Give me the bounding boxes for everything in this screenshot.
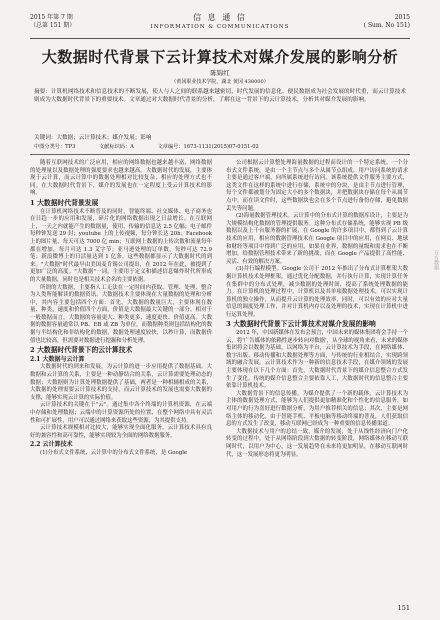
paragraph: 公司根据云计算整处理海量数据的过程而设计的一个特定系统。一个分布式文件系统，是由一个主节点与多个从属节点组成。用户访问系统的请求主要是通过客户端，向所属系统进行访问。该系统提供文件服务主要方式，这类文件在这样的系统中进行存储，系统中的分块，是由主节点进行管理，每个文件都被划分为固定大小的多个数据块，并把数据块存储在每个从属节点中，而在读文件时，这些数据块也会在多个节点进行备份存储，避免数据丢失等问题。 <box>226 160 408 212</box>
paragraph: (2)海量数据管理技术。云计算中的分布式计算的数据库设计，主要是为大规模结构化数据的管理提供服务。这种分布式存储系统，能够实现 PB 级数据以及上千台服务器的扩展，在 Google 的许多项目中，都得到了云计算技术的应用，相应的数据管理技术在 Google 项目中的应用，在网页、地球和财经等项目中得到广泛的应用，如果在业界，数据的量级和需求也在不断增加，给数据管理技术带来了新的挑战，而在 Google 产品提供了高性能、灵活、有效的解决方案。 <box>226 213 408 265</box>
paragraph: 在计算机网络技术不断普及的同时，智能终端、社交媒体、电子商务也在日趋一步的应用和发展，碎片化的网络数据出现之日益增长。在互联网上，一天之内就能产生的数据量，使用、传输的信息达 2.5 亿幅；电子邮件每秒钟发送 29 封；youtube 上的上传视频，每分钟长达 20h；Facebook 上的图片量，每天可达 7000 亿 min；互联网上数据的上传次数和流量每年都在增加，每月可达 1.3 艾字节；亚马逊处理的订单数，每秒可达 72.9 笔；新浪微博上的日活量达到 1 亿条。这些数据都显示了大数据时代的到来。"大数据"时代最早由美国麦肯锡公司提出，在 2012 年在此，被提到了更加广泛的高度。"大数据"一词，主要用于定义和描述信息爆炸时代所形成的大量数据，同时也是相关技术会名的主要依据。 <box>30 208 212 283</box>
paragraph: 随着互联网技术的广泛应用，相应的网络数据也越来越丰富，网络数据的处理量以及数据处理的强度要求也越来越高。大数据时代的发展，主要体现于云计算，而云计算中的数据处理相对比较复杂，相应的处理方式也不同。在大数据时代背景下，媒介的发展也在一定程度上受云计算技术的影响。 <box>30 160 212 197</box>
header-right <box>364 14 410 30</box>
serial-label: ( Sum. No 151) <box>363 22 410 29</box>
section-heading: 3 大数据时代背景下云计算技术对媒介发展的影响 <box>226 320 376 329</box>
section-heading: 1 大数据时代背景发展 <box>30 198 99 207</box>
abstract: 摘要：计算机网络技术和信息技术的不断发展，使人与人之间的联系越来越密切，时代发展的信息化、便民数据成为社会发展的时代重，而云计算技术则成为大数据时代背景下的重要技术。文章通过对大数据时代背景的分析，了解在这一背景下的云计算技术，分析其对媒介发展的影响。 <box>34 89 406 103</box>
watermark: 万方数据 <box>433 250 439 270</box>
paragraph: 大数据时代的到来和发展，为云计算的进一步应用提供了数据基础。大数据和云计算的关系，主要是一种动静结合的关系，云计算需要处理动态的数据；大数据则为计算处理数据提供了基础，两者是一种相辅相成的关系，大数据的处理需要云计算技术的支持，而云计算技术的发展也需要大数据的支撑，能够实现云计算的实际价值。 <box>30 364 212 401</box>
doc-code: 文献标识码：A <box>99 144 134 150</box>
paragraph: 所谓的大数据，主要指人工无法在一定时间内获取、管理、处理、整合为人类所能解读的数据资讯。大数据技术主要体现在大量数据的处理和分析中，其内容主要包括四个方面：首先，大数据的数量巨大，主要体现在数量、种类，速度和价值四个方面，价值是大数据最大关键的一部分。相对于一般数据而言，大数据的容量更大、种类更多、速度更快、价值更高。大数据的数据容量通常以 PB、EB 或 ZB 为单位，而数据种类则包括结构化的数据与半结构化和非结构化的数据，数据处理速度较快，以秒计算，而数据价值也比较高，但需要对数据进行挖掘和分析处理。 <box>30 284 212 344</box>
paragraph: 2012 年，中国新媒体在发布会预言，中国未来的媒体集团将会手持一个云，将'广告媒体的依赖性逐步转向对数据'，从全球的视角来看，未来的媒体集团将会以数据为基础，以网络为平台，云计算技术为手段，在网络媒体、数字出版、移动传播和大数据处理等方面，与传统的行业相结合，实现跨领域的融合发展。云计算技术作为一种新的信息技术手段，在媒介领域的发展主要体现在以下几个方面：首先，大数据时代背景下的媒介信息整合方式发生了变化，传统的媒介信息整合主要依靠人工，大数据时代的信息整合主要依靠计算机技术。 <box>226 330 408 390</box>
page-header <box>30 12 410 39</box>
divider <box>30 154 410 155</box>
paragraph: 云计算技术规模相对比较大，能够实现全面化服务，云计算技术具有良好的兼容性和高可靠性，能够实现较为全面的网络数据服务。 <box>30 425 212 439</box>
paragraph: (3)并行编程模型。Google 公司于 2012 年推出了分布式计算框架大数据计算机技术处理框架，通过优化分配数据，并行执行计算，实现计算任务在集群中的分布式处理，减少数据的处理时间，提高了系统处理数据的能力。在计算机的处理过程中，计算机以及其单项数据处理技术，可以实现计算机的独立操作，从而提升云计算的处理效率，同时，可以有效的应对大量信息的调度处理工作，并对计算机内存以及处理的技术，实现在计算机中进行运算处理。 <box>226 266 408 318</box>
keywords: 关键词：大数据；云计算技术；媒介发展；影响 <box>34 135 152 141</box>
journal-name-cn: 信 息 通 信 <box>193 13 247 22</box>
paragraph: 大数据背景下的信息传播，为媒介提供了一个新的载体，云计算技术为主体的数据处理方式，能够为人们提供更加精准化和个性化的信息服务，如对用户的行为喜好进行数据分析，为用户推荐相关的信息；其次，主要是网络主体的移动化。由于智能手机、平板电脑等移动终端的普及，人们获取信息的方式发生了改变，移动互联网已经成为一种重要的信息传播渠道。 <box>226 390 408 428</box>
affiliation: （黄冈职业技术学院，湖北 黄冈 438000） <box>171 79 269 85</box>
issue-label: 2015 年第 7 期 <box>30 14 73 21</box>
paragraph: 大数据技术与用户的总结一致，媒介的发展，处于从线性经济向门户化转变的过程中，处于从网络阶段到大数据的转变阶段，网络媒体在移动互联网时代，以用户为中心，这一发展趋势在未来将更加明显，在移动互联网时代，这一发展形态将更为明显。 <box>226 428 408 458</box>
clc-number: 中图分类号：TP3 <box>34 144 76 150</box>
section-heading: 2.2 云计算技术 <box>30 441 73 449</box>
total-issue-label: （总第 151 期） <box>30 22 76 29</box>
author: 陈锦红 <box>210 69 230 77</box>
section-heading: 2 大数据时代背景下的云计算技术 <box>30 346 133 355</box>
paragraph: (1)分布式文件系统，云计算中的分布式文件系统，是 Google <box>40 449 188 456</box>
classification <box>34 144 406 151</box>
journal-name-en: INFORMATION & COMMUNICATIONS <box>150 24 290 30</box>
paper-title: 大数据时代背景下云计算技术对媒介发展的影响分析 <box>41 48 399 66</box>
section-heading: 2.1 大数据与云计算 <box>30 355 85 363</box>
article-number: 文章编号：1673-1131(2015)07-0151-02 <box>157 144 259 150</box>
page-number: 151 <box>397 604 410 612</box>
right-column <box>226 160 408 459</box>
year-label: 2015 <box>394 14 410 21</box>
paragraph: 云计算技术的关键在于"云"。通过集中各个终端的计算机资源，在云端中存储和处理数据；云端中的计算资源所处的位置，在整个网络中具有灵活性和可扩展性，用户可以通过网络来获取这些资源，为其提供支持。 <box>30 402 212 424</box>
header-center <box>30 14 410 31</box>
left-column <box>30 160 212 458</box>
